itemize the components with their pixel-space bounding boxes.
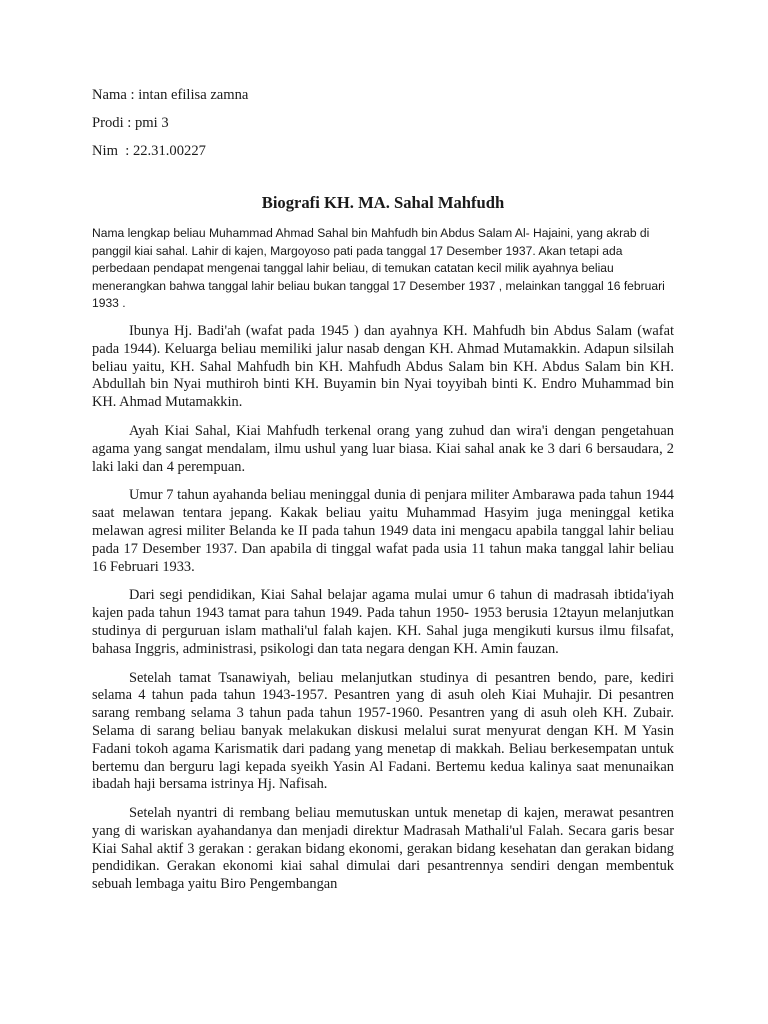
body-paragraph-2: Ayah Kiai Sahal, Kiai Mahfudh terkenal orang yang zuhud dan wira'i dengan pengetahuan agama yang sangat mendalam, ilmu ushul yang luar biasa. Kiai sahal anak ke 3 dari 6 bersaudara, 2 laki laki dan 4 perempuan. xyxy=(92,422,674,475)
student-prodi: Prodi : pmi 3 xyxy=(92,115,169,131)
body-paragraph-4: Dari segi pendidikan, Kiai Sahal belajar agama mulai umur 6 tahun di madrasah ibtida'iyah kajen pada tahun 1943 tamat para tahun 1949. Pada tahun 1950- 1953 berusia 12tayun melanjutkan studinya di perguruan islam mathali'ul falah kajen. KH. Sahal juga mengikuti kursus ilmu filsafat, bahasa Inggris, administrasi, psikologi dan tata negara dengan KH. Amin fauzan. xyxy=(92,587,674,657)
student-name: Nama : intan efilisa zamna xyxy=(92,87,249,103)
intro-paragraph: Nama lengkap beliau Muhammad Ahmad Sahal bin Mahfudh bin Abdus Salam Al- Hajaini, yang akrab di panggil kiai sahal. Lahir di kajen, Margoyoso pati pada tanggal 17 Desember 1937. Akan tetapi ada perbedaan pendapat mengenai tanggal lahir beliau, di temukan catatan kecil milik ayahnya beliau menerangkan bahwa tanggal lahir beliau bukan tanggal 17 Desember 1937 , melainkan tanggal 16 februari 1933 . xyxy=(92,226,665,311)
document-page xyxy=(92,86,674,905)
student-nim: Nim : 22.31.00227 xyxy=(92,143,206,159)
body-paragraph-3: Umur 7 tahun ayahanda beliau meninggal dunia di penjara militer Ambarawa pada tahun 1944 saat melawan tentara jepang. Kakak beliau yaitu Muhammad Hasyim juga meninggal ketika melawan agresi militer Belanda ke II pada tahun 1949 data ini mengacu apabila tanggal lahir beliau pada 17 Desember 1937. Dan apabila di tinggal wafat pada usia 11 tahun maka tanggal lahir beliau 16 Februari 1933. xyxy=(92,487,674,575)
body-paragraph-6: Setelah nyantri di rembang beliau memutuskan untuk menetap di kajen, merawat pesantren yang di wariskan ayahandanya dan menjadi direktur Madrasah Mathali'ul Falah. Secara garis besar Kiai Sahal aktif 3 gerakan : gerakan bidang ekonomi, gerakan bidang kesehatan dan gerakan bidang pendidikan. Gerakan ekonomi kiai sahal dimulai dari pesantrennya sendiri dengan membentuk sebuah lembaga yaitu Biro Pengembangan xyxy=(92,805,674,893)
body-paragraph-1: Ibunya Hj. Badi'ah (wafat pada 1945 ) dan ayahnya KH. Mahfudh bin Abdus Salam (wafat pada 1944). Keluarga beliau memiliki jalur nasab dengan KH. Ahmad Mutamakkin. Adapun silsilah beliau yaitu, KH. Sahal Mahfudh bin KH. Mahfudh Abdus Salam bin KH. Abdus Salam bin KH. Abdullah bin Nyai muthiroh binti KH. Buyamin bin Nyai toyyibah binti K. Endro Muhammad bin KH. Ahmad Mutamakkin. xyxy=(92,322,674,411)
document-title: Biografi KH. MA. Sahal Mahfudh xyxy=(261,193,505,212)
body-paragraph-5: Setelah tamat Tsanawiyah, beliau melanjutkan studinya di pesantren bendo, pare, kediri selama 4 tahun pada tahun 1943-1957. Pesantren yang di asuh oleh Kiai Muhajir. Di pesantren sarang rembang selama 3 tahun pada tahun 1957-1960. Pesantren yang di asuh oleh KH. Zubair. Selama di sarang beliau banyak melakukan diskusi melalui surat menyurat dengan KH. M Yasin Fadani tokoh agama Karismatik dari padang yang menetap di makkah. Beliau berkesempatan untuk bertemu dan berguru lagi kepada syeikh Yasin Al Fadani. Bertemu kedua kalinya saat menunaikan ibadah haji bersama istrinya Hj. Nafisah. xyxy=(92,669,674,793)
